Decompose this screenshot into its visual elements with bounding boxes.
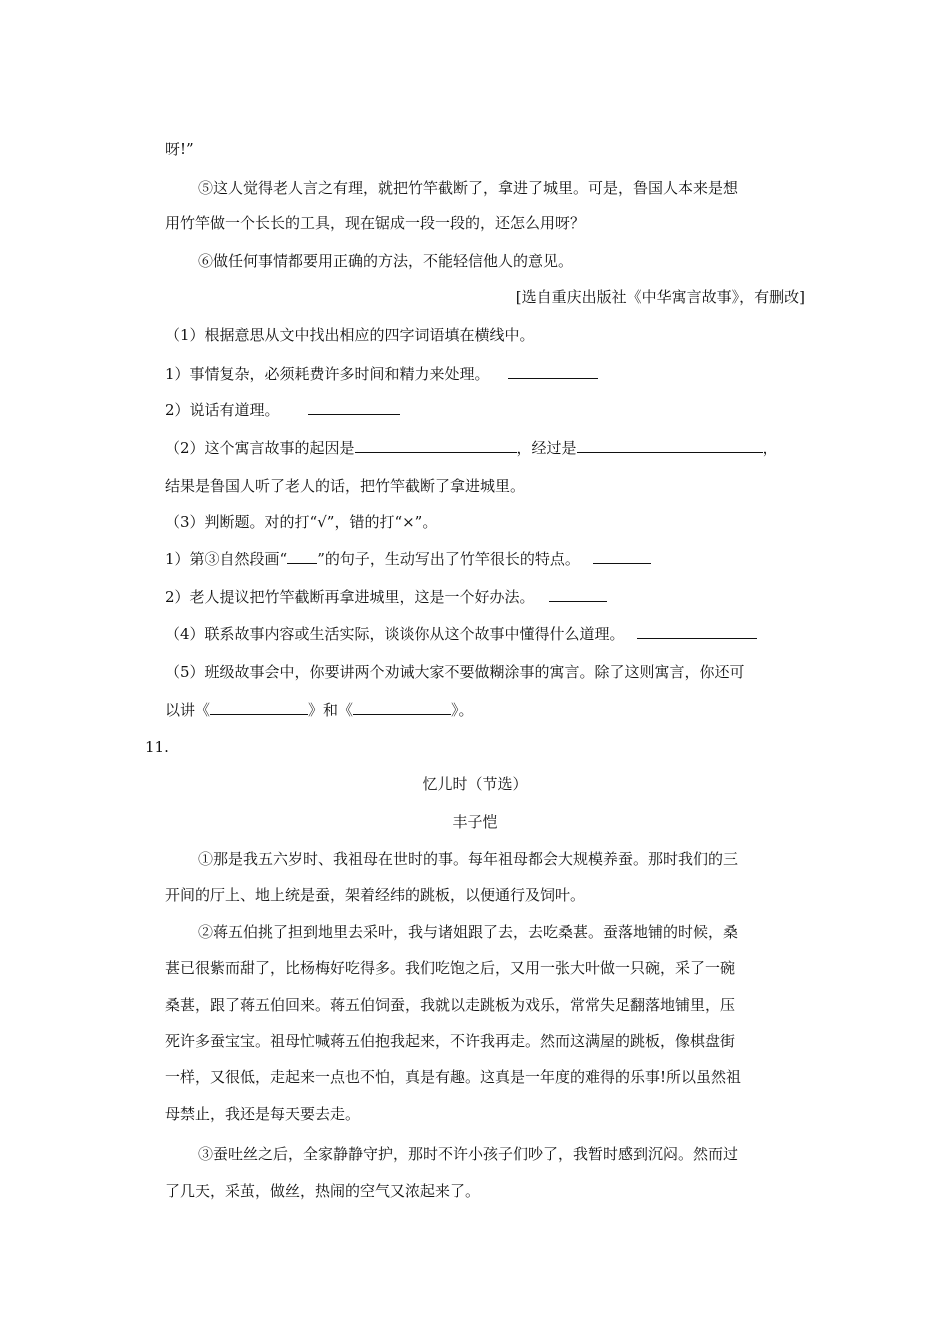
paragraph-6: ⑥做任何事情都要用正确的方法，不能轻信他人的意见。 (198, 252, 574, 270)
passage-line: 了几天，采茧，做丝，热闹的空气又浓起来了。 (165, 1182, 481, 1200)
question-1-item-2 (165, 400, 400, 420)
question-5-line-1: （5）班级故事会中，你要讲两个劝诫大家不要做糊涂事的寓言。除了这则寓言，你还可 (165, 663, 745, 681)
question-2-part-b: ，经过是 (516, 439, 577, 457)
question-1-item-1-text: 1）事情复杂，必须耗费许多时间和精力来处理。 (165, 365, 490, 383)
passage-line: ②蒋五伯挑了担到地里去采叶，我与诸姐跟了去，去吃桑葚。蚕落地铺的时候，桑 (198, 923, 739, 941)
answer-blank[interactable] (637, 624, 757, 639)
answer-blank[interactable] (355, 438, 517, 453)
question-3-item-2-text: 2）老人提议把竹竿截断再拿进城里，这是一个好办法。 (165, 588, 535, 606)
passage-line: ①那是我五六岁时、我祖母在世时的事。每年祖母都会大规模养蚕。那时我们的三 (198, 850, 739, 868)
passage-line: ③蚕吐丝之后，全家静静守护，那时不许小孩子们吵了，我暂时感到沉闷。然而过 (198, 1145, 739, 1163)
question-2-line-2: 结果是鲁国人听了老人的话，把竹竿截断了拿进城里。 (165, 477, 526, 495)
question-2 (165, 438, 778, 458)
answer-blank[interactable] (577, 438, 763, 453)
question-4 (165, 624, 757, 644)
answer-blank[interactable] (593, 549, 651, 564)
question-number: 11. (145, 738, 169, 756)
passage-line: 死许多蚕宝宝。祖母忙喊蒋五伯抱我起来，不许我再走。然而这满屋的跳板，像棋盘街 (165, 1032, 736, 1050)
passage-line: 开间的厅上、地上统是蚕，架着经纬的跳板，以便通行及饲叶。 (165, 886, 586, 904)
answer-blank[interactable] (353, 700, 451, 715)
passage-line: 母禁止，我还是每天要去走。 (165, 1105, 361, 1123)
question-1: （1）根据意思从文中找出相应的四字词语填在横线中。 (165, 326, 535, 344)
question-2-part-a: （2）这个寓言故事的起因是 (165, 439, 355, 457)
passage-title: 忆儿时（节选） (422, 775, 528, 793)
answer-blank[interactable] (210, 700, 308, 715)
question-5-line-2 (165, 700, 474, 720)
paragraph-end: 呀!” (165, 140, 194, 158)
source-citation: [选自重庆出版社《中华寓言故事》，有删改] (515, 288, 805, 306)
answer-blank[interactable] (508, 364, 598, 379)
question-3-item-1-part-a: 1）第③自然段画“ (165, 550, 288, 568)
paragraph-5-line-2: 用竹竿做一个长长的工具，现在锯成一段一段的，还怎么用呀？ (165, 214, 586, 232)
question-5-part-1: 以讲《 (165, 701, 211, 719)
question-2-part-c: ， (762, 439, 778, 457)
question-1-item-1 (165, 364, 598, 384)
answer-blank[interactable] (308, 400, 400, 415)
question-4-text: （4）联系故事内容或生活实际，谈谈你从这个故事中懂得什么道理。 (165, 625, 625, 643)
question-5-part-2: 》和《 (308, 701, 354, 719)
question-1-item-2-text: 2）说话有道理。 (165, 401, 280, 419)
question-5-part-3: 》。 (451, 701, 474, 719)
passage-author: 丰子恺 (452, 813, 498, 831)
answer-blank (287, 549, 317, 564)
passage-line: 一样，又很低，走起来一点也不怕，真是有趣。这真是一年度的难得的乐事!所以虽然祖 (165, 1068, 742, 1086)
question-3-item-2 (165, 587, 607, 607)
passage-line: 葚已很紫而甜了，比杨梅好吃得多。我们吃饱之后，又用一张大叶做一只碗，采了一碗 (165, 959, 736, 977)
answer-blank[interactable] (549, 587, 607, 602)
question-3-item-1 (165, 549, 651, 569)
passage-line: 桑葚，跟了蒋五伯回来。蒋五伯饲蚕，我就以走跳板为戏乐，常常失足翻落地铺里，压 (165, 996, 736, 1014)
question-3: （3）判断题。对的打“√”，错的打“×”。 (165, 513, 438, 531)
question-3-item-1-part-b: ”的句子，生动写出了竹竿很长的特点。 (317, 550, 580, 568)
paragraph-5-line-1: ⑤这人觉得老人言之有理，就把竹竿截断了，拿进了城里。可是，鲁国人本来是想 (198, 179, 739, 197)
